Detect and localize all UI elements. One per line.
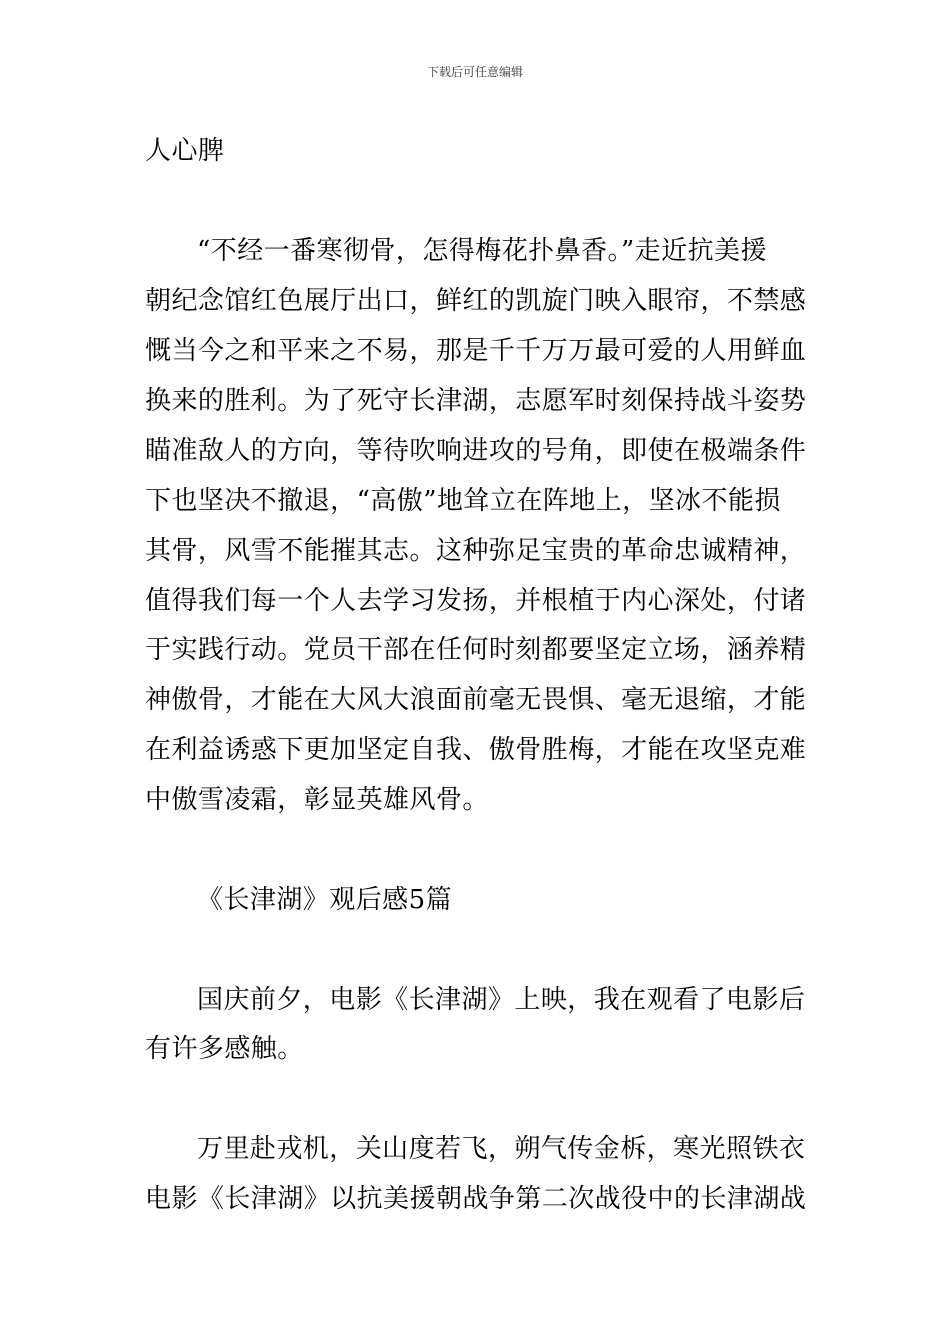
text-line: 朝纪念馆红色展厅出口，鲜红的凯旋门映入眼帘，不禁感 bbox=[145, 286, 807, 316]
text-line: 国庆前夕，电影《长津湖》上映，我在观看了电影后 bbox=[197, 985, 806, 1015]
text-line: 神傲骨，才能在大风大浪面前毫无畏惧、毫无退缩，才能 bbox=[145, 685, 807, 715]
text-line: 中傲雪凌霜，彰显英雄风骨。 bbox=[145, 785, 489, 815]
text-line: 人心脾 bbox=[145, 136, 225, 166]
section-title: 《长津湖》观后感5篇 bbox=[197, 885, 453, 915]
text-line: 电影《长津湖》以抗美援朝战争第二次战役中的长津湖战 bbox=[145, 1184, 807, 1214]
text-line: 万里赴戎机，关山度若飞，朔气传金柝，寒光照铁衣 bbox=[197, 1134, 806, 1164]
text-line: “不经一番寒彻骨，怎得梅花扑鼻香。”走近抗美援 bbox=[197, 236, 767, 266]
text-line: 有许多感触。 bbox=[145, 1034, 304, 1064]
page-header: 下载后可任意编辑 bbox=[426, 65, 523, 79]
text-line: 瞄准敌人的方向，等待吹响进攻的号角，即使在极端条件 bbox=[145, 436, 807, 466]
text-line: 慨当今之和平来之不易，那是千千万万最可爱的人用鲜血 bbox=[145, 336, 807, 366]
text-line: 换来的胜利。为了死守长津湖，志愿军时刻保持战斗姿势 bbox=[145, 386, 807, 416]
text-line: 下也坚决不撤退，“高傲”地耸立在阵地上，坚冰不能损 bbox=[145, 486, 781, 516]
text-line: 值得我们每一个人去学习发扬，并根植于内心深处，付诸 bbox=[145, 586, 807, 616]
text-line: 在利益诱惑下更加坚定自我、傲骨胜梅，才能在攻坚克难 bbox=[145, 735, 807, 765]
text-line: 其骨，风雪不能摧其志。这种弥足宝贵的革命忠诚精神， bbox=[145, 536, 807, 566]
text-line: 于实践行动。党员干部在任何时刻都要坚定立场，涵养精 bbox=[145, 635, 807, 665]
